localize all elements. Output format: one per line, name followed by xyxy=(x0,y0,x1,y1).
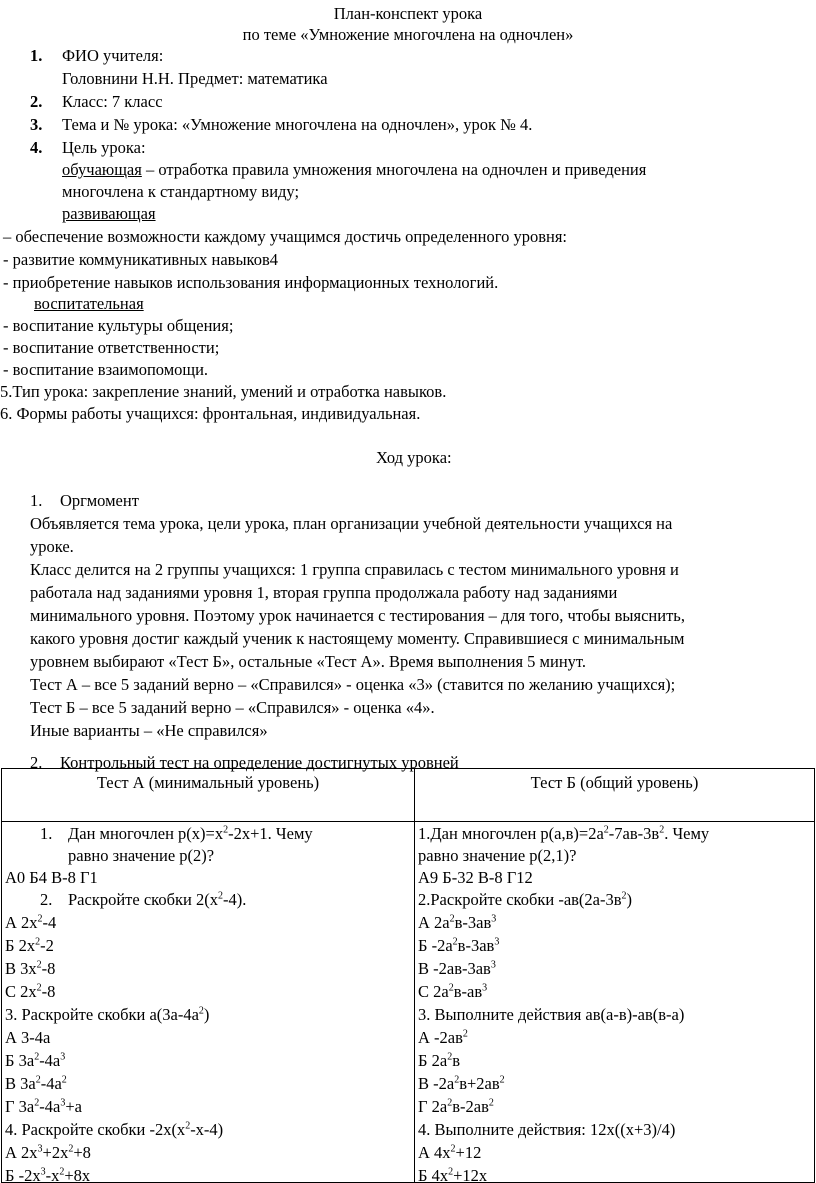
step-text-line: Объявляется тема урока, цели урока, план организации учебной деятельности учащихся на xyxy=(30,514,673,533)
test-b-option: А $2а^2в-3ав^3$ xyxy=(418,913,497,932)
section-title: Ход урока: xyxy=(376,448,452,467)
step-text-line: минимального уровня. Поэтому урок начинается с тестирования – для того, чтобы выяснить, xyxy=(30,606,685,625)
goal-label: Цель урока: xyxy=(62,138,146,157)
test-a-option: Г $3а^2-4а^3+а$ xyxy=(5,1097,82,1116)
step-number: 1. xyxy=(30,491,43,510)
goal-teaching xyxy=(62,159,646,181)
item-number: 3. xyxy=(30,115,43,134)
item-number: 4. xyxy=(30,138,43,157)
step-text-line: какого уровня достиг каждый ученик к настоящему моменту. Справившиеся с минимальным xyxy=(30,629,685,648)
test-a-question-4: 4. Раскройте скобки $-2х(х^2-х-4)$ xyxy=(5,1120,224,1139)
test-a-option: А 3-4а xyxy=(5,1028,51,1047)
goal-teaching-text: – отработка правила умножения многочлена на одночлен и приведения xyxy=(141,160,647,179)
step-text-line: уроке. xyxy=(30,537,74,556)
step-text-line: Класс делится на 2 группы учащихся: 1 группа справилась с тестом минимального уровня и xyxy=(30,560,679,579)
goal-developing-line: – обеспечение возможности каждому учащимся достичь определенного уровня: xyxy=(3,227,567,246)
test-a-option: Б $3а^2-4а^3$ xyxy=(5,1051,66,1070)
test-b-option: С $2а^2в-ав^3$ xyxy=(418,982,488,1001)
test-b-answers-1: А9 Б-32 В-8 Г12 xyxy=(418,868,533,887)
test-b-question-1-cont: равно значение р(2,1)? xyxy=(418,846,577,865)
test-a-option: А $2х^3+2х^2+8$ xyxy=(5,1143,91,1162)
step-number: 2. xyxy=(30,753,43,772)
test-a-question-2: Раскройте скобки $2(х^2-4)$. xyxy=(68,890,247,909)
class-info: Класс: 7 класс xyxy=(62,92,163,111)
step-title: Оргмомент xyxy=(60,491,139,510)
test-a-question-1: Дан многочлен $р(х)=х^2-2х+1$. Чему xyxy=(68,824,313,843)
goal-educational-label: воспитательная xyxy=(34,294,144,313)
test-a-option: А $2х^2-4$ xyxy=(5,913,57,932)
test-a-question-3: 3. Раскройте скобки $а(3а-4а^2)$ xyxy=(5,1005,210,1024)
test-a-option: В $3х^2-8$ xyxy=(5,959,56,978)
test-a-answers-1: А0 Б4 В-8 Г1 xyxy=(5,868,98,887)
test-a-question-1-cont: равно значение р(2)? xyxy=(68,846,215,865)
question-number: 2. xyxy=(40,890,53,909)
document-subtitle: по теме «Умножение многочлена на одночлен» xyxy=(242,25,574,44)
test-a-option: Б $2х^2-2$ xyxy=(5,936,54,955)
item-number: 1. xyxy=(30,46,43,65)
step-text-line: Тест А – все 5 заданий верно – «Справился» - оценка «3» (ставится по желанию учащихся); xyxy=(30,675,676,694)
test-b-header: Тест Б (общий уровень) xyxy=(415,769,815,822)
goal-educational-line: - воспитание ответственности; xyxy=(3,338,220,357)
test-b-question-1: 1.Дан многочлен $р(а,в)=2а^2-7ав-3в^2$. Чему xyxy=(418,824,710,843)
goal-teaching-text-cont: многочлена к стандартному виду; xyxy=(62,182,300,201)
test-b-option: Б $-2а^2в-3ав^3$ xyxy=(418,936,500,955)
goal-developing-label: развивающая xyxy=(62,204,156,223)
lesson-type: 5.Тип урока: закрепление знаний, умений и отработка навыков. xyxy=(0,382,447,401)
test-a-option: В $3а^2-4а^2$ xyxy=(5,1074,67,1093)
test-a-cell xyxy=(2,822,415,1183)
test-b-question-4: 4. Выполните действия: 12х((х+3)/4) xyxy=(418,1120,676,1139)
step-text-line: работала над заданиями уровня 1, вторая группа продолжала работу над заданиями xyxy=(30,583,618,602)
test-b-cell xyxy=(415,822,815,1183)
test-a-option: С $2х^2-8$ xyxy=(5,982,56,1001)
tests-table xyxy=(1,768,815,1183)
test-a-option: Б $-2х^3-х^2+8х$ xyxy=(5,1166,91,1182)
goal-developing-line: - приобретение навыков использования информационных технологий. xyxy=(3,273,499,292)
test-b-option: А $4х^2+12$ xyxy=(418,1143,482,1162)
test-b-question-2: 2.Раскройте скобки $-ав(2а-3в^2)$ xyxy=(418,890,633,909)
teacher-label: ФИО учителя: xyxy=(62,46,164,65)
document-title: План-конспект урока xyxy=(333,4,483,23)
goal-developing-line: - развитие коммуникативных навыков4 xyxy=(3,250,279,269)
test-b-option: Б $4х^2+12х$ xyxy=(418,1166,488,1182)
test-b-option: А $-2ав^2$ xyxy=(418,1028,468,1047)
step-text-line: Иные варианты – «Не справился» xyxy=(30,721,268,740)
goal-teaching-label: обучающая xyxy=(62,160,142,179)
item-number: 2. xyxy=(30,92,43,111)
work-forms: 6. Формы работы учащихся: фронтальная, индивидуальная. xyxy=(0,404,421,423)
step-text-line: уровнем выбирают «Тест Б», остальные «Тест А». Время выполнения 5 минут. xyxy=(30,652,587,671)
test-b-question-3: 3. Выполните действия ав(а-в)-ав(в-а) xyxy=(418,1005,685,1024)
step-text-line: Тест Б – все 5 заданий верно – «Справился» - оценка «4». xyxy=(30,698,435,717)
question-number: 1. xyxy=(40,824,53,843)
test-b-option: В $-2а^2в+2ав^2$ xyxy=(418,1074,505,1093)
goal-educational-line: - воспитание взаимопомощи. xyxy=(3,360,209,379)
test-b-option: Г $2а^2в-2ав^2$ xyxy=(418,1097,494,1116)
teacher-value: Головнини Н.Н. Предмет: математика xyxy=(62,69,328,88)
lesson-topic: Тема и № урока: «Умножение многочлена на одночлен», урок № 4. xyxy=(62,115,533,134)
test-b-option: Б $2а^2в$ xyxy=(418,1051,460,1070)
test-b-option: В $-2ав-3ав^3$ xyxy=(418,959,496,978)
goal-educational-line: - воспитание культуры общения; xyxy=(3,316,234,335)
step-title: Контрольный тест на определение достигнутых уровней xyxy=(60,753,459,772)
test-a-header: Тест А (минимальный уровень) xyxy=(2,769,415,822)
